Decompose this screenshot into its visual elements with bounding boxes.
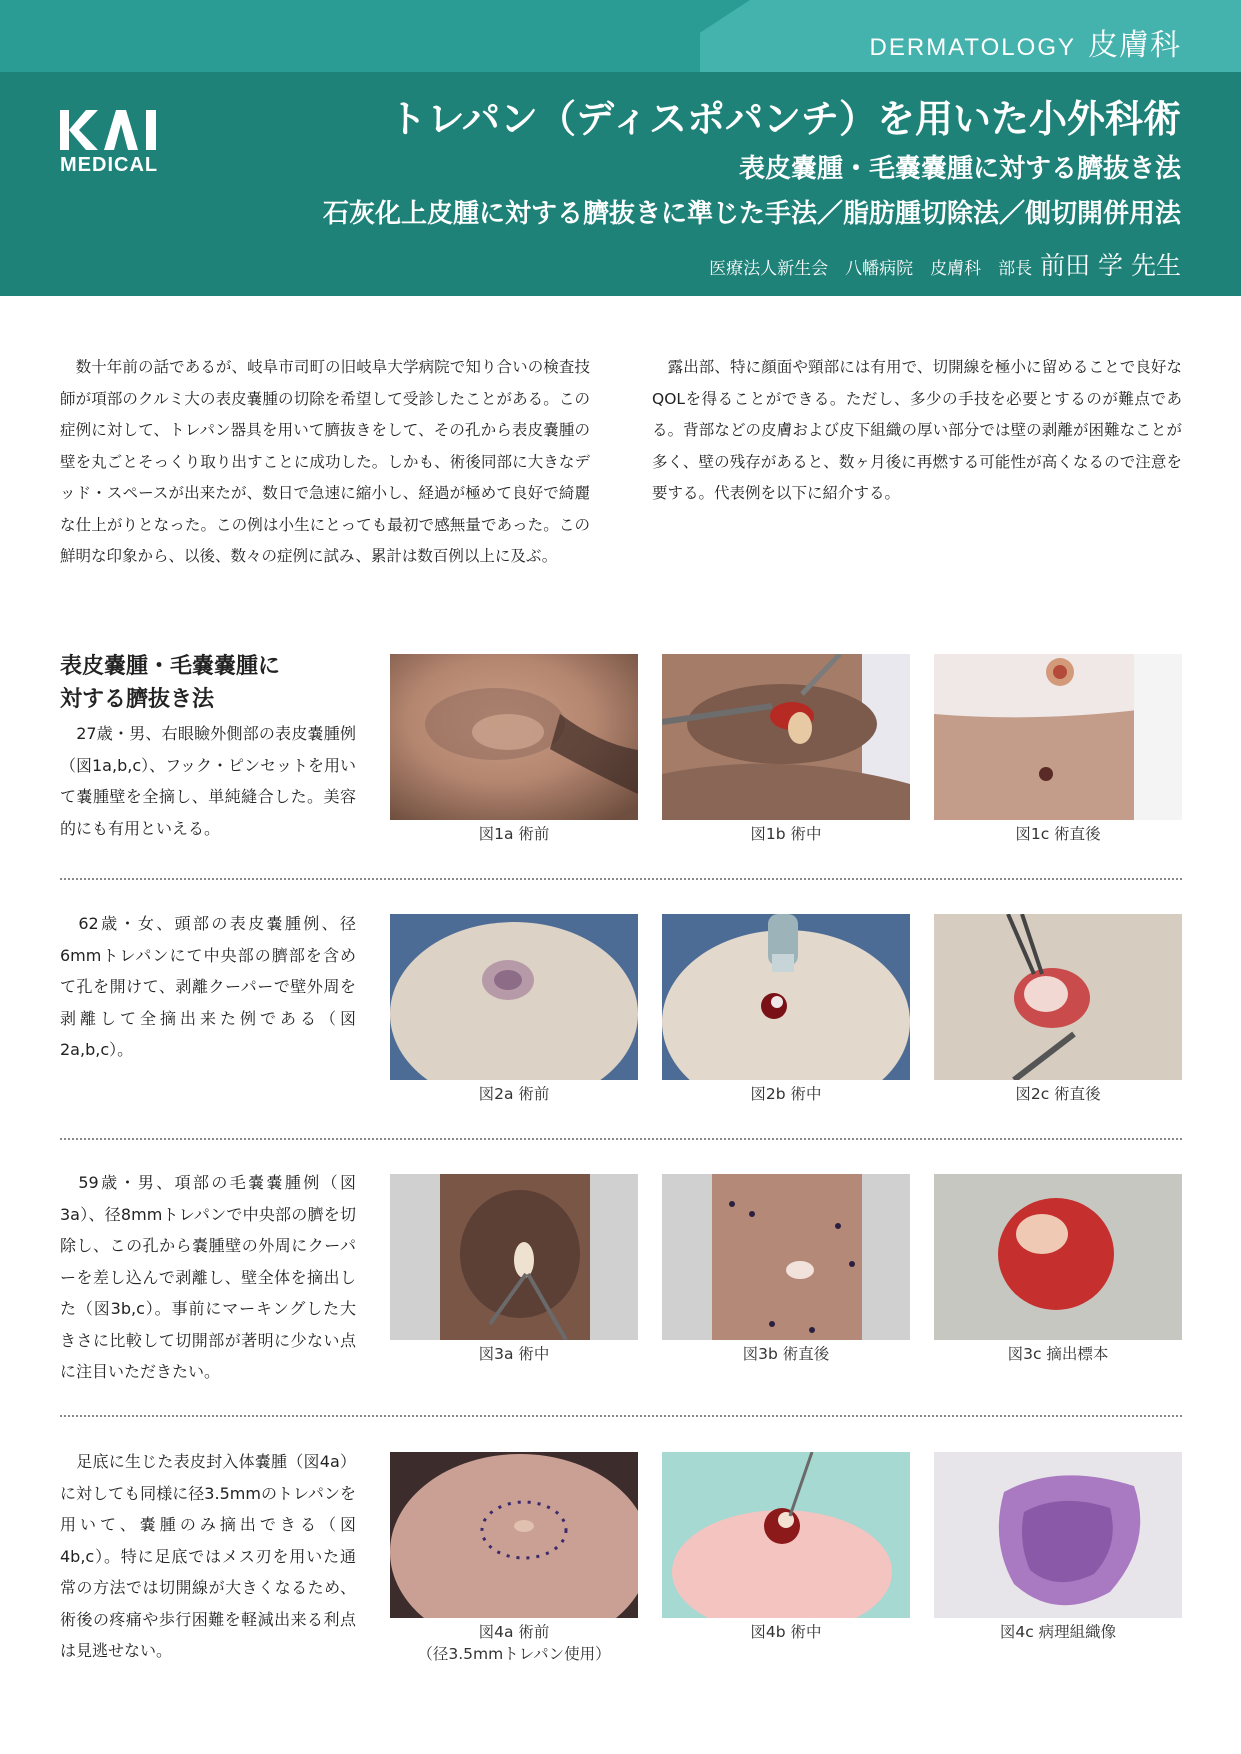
figure-2a-photo <box>390 914 638 1080</box>
section-divider <box>60 1415 1182 1417</box>
figure-2b-caption: 図2b 術中 <box>750 1085 822 1103</box>
figure-3b-photo <box>662 1174 910 1340</box>
case-2-text: 62歳・女、頭部の表皮嚢腫例、径6mmトレパンにて中央部の臍部を含めて孔を開けて、剥離クーパーで壁外周を剥離して全摘出来た例である（図2a,b,c）。 <box>60 914 356 1059</box>
figure-3c-photo <box>934 1174 1182 1340</box>
figure-4b-photo <box>662 1452 910 1618</box>
page-subtitle-2: 石灰化上皮腫に対する臍抜きに準じた手法／脂肪腫切除法／側切開併用法 <box>322 199 1181 229</box>
figure-1a-photo <box>390 654 638 820</box>
logo-text: MEDICAL <box>60 154 159 176</box>
figure-3c-caption: 図3c 摘出標本 <box>1007 1345 1109 1363</box>
section-title-line1: 表皮嚢腫・毛嚢嚢腫に <box>60 654 281 679</box>
figure-4a-caption-extra: （径3.5mmトレパン使用） <box>417 1645 611 1663</box>
figure-3a-caption: 図3a 術中 <box>478 1345 550 1363</box>
figure-2b-photo <box>662 914 910 1080</box>
figure-1b-photo <box>662 654 910 820</box>
department-label <box>870 20 1181 64</box>
figure-2c-caption: 図2c 術直後 <box>1015 1085 1101 1103</box>
section-divider <box>60 1138 1182 1140</box>
case-4-text: 足底に生じた表皮封入体嚢腫（図4a）に対しても同様に径3.5mmのトレパンを用いて、嚢腫のみ摘出できる（図4b,c）。特に足底ではメス刃を用いた通常の方法では切開線が大きくなるため、術後の疼痛や歩行困難を軽減出来る利点は見逃せない。 <box>60 1452 356 1660</box>
author-line <box>709 246 1181 282</box>
intro-right-column: 露出部、特に顔面や頸部には有用で、切開線を極小に留めることで良好なQOLを得ることができる。ただし、多少の手技を必要とするのが難点である。背部などの皮膚および皮下組織の厚い部分では壁の剥離が困難なことが多く、壁の残存があると、数ヶ月後に再燃する可能性が高くなるので注意を要する。代表例を以下に紹介する。 <box>652 358 1182 502</box>
case-1-text: 27歳・男、右眼瞼外側部の表皮嚢腫例（図1a,b,c）、フック・ピンセットを用いて嚢腫壁を全摘し、単純縫合した。美容的にも有用といえる。 <box>60 724 356 838</box>
figure-4c-photo <box>934 1452 1182 1618</box>
header-top-band-dark <box>0 0 700 72</box>
section-title <box>60 650 350 716</box>
kai-logo-icon <box>60 110 158 150</box>
figure-1c-caption: 図1c 術直後 <box>1015 825 1101 843</box>
department-en: DERMATOLOGY <box>869 34 1076 61</box>
figure-4b-caption: 図4b 術中 <box>750 1623 822 1641</box>
header-top-band-diagonal <box>640 0 750 72</box>
section-title-line2: 対する臍抜き法 <box>60 687 215 712</box>
figure-1a-caption: 図1a 術前 <box>478 825 550 843</box>
figure-2a-caption: 図2a 術前 <box>478 1085 550 1103</box>
page-subtitle-1: 表皮嚢腫・毛嚢嚢腫に対する臍抜き法 <box>738 154 1181 184</box>
author-affiliation: 医療法人新生会 八幡病院 皮膚科 部長 <box>709 259 1033 279</box>
header-banner <box>0 0 1241 296</box>
figure-4a-caption-main: 図4a 術前 <box>478 1623 550 1641</box>
case-3-text: 59歳・男、項部の毛嚢嚢腫例（図3a）、径8mmトレパンで中央部の臍を切除し、この孔から嚢腫壁の外周にクーパーを差し込んで剥離し、壁全体を摘出した（図3b,c）。事前にマーキングした大きさに比較して切開部が著明に少ない点に注目いただきたい。 <box>60 1173 356 1381</box>
kai-medical-logo <box>60 110 160 177</box>
figure-3a-photo <box>390 1174 638 1340</box>
section-divider <box>60 878 1182 880</box>
figure-1b-caption: 図1b 術中 <box>750 825 822 843</box>
figure-4a-caption <box>390 1621 638 1665</box>
intro-left-column: 数十年前の話であるが、岐阜市司町の旧岐阜大学病院で知り合いの検査技師が項部のクルミ大の表皮嚢腫の切除を希望して受診したことがある。この症例に対して、トレパン器具を用いて臍抜きをして、その孔から表皮嚢腫の壁を丸ごとそっくり取り出すことに成功した。しかも、術後同部に大きなデッド・スペースが出来たが、数日で急速に縮小し、経過が極めて良好で綺麗な仕上がりとなった。この例は小生にとっても最初で感無量であった。この鮮明な印象から、以後、数々の症例に試み、累計は数百例以上に及ぶ。 <box>60 358 590 565</box>
author-name: 前田 学 先生 <box>1040 251 1181 280</box>
figure-4c-caption: 図4c 病理組織像 <box>999 1623 1117 1641</box>
figure-3b-caption: 図3b 術直後 <box>742 1345 830 1363</box>
figure-1c-photo <box>934 654 1182 820</box>
department-jp: 皮膚科 <box>1088 28 1181 63</box>
figure-2c-photo <box>934 914 1182 1080</box>
figure-4a-photo <box>390 1452 638 1618</box>
page-title: トレパン（ディスポパンチ）を用いた小外科術 <box>388 97 1181 141</box>
